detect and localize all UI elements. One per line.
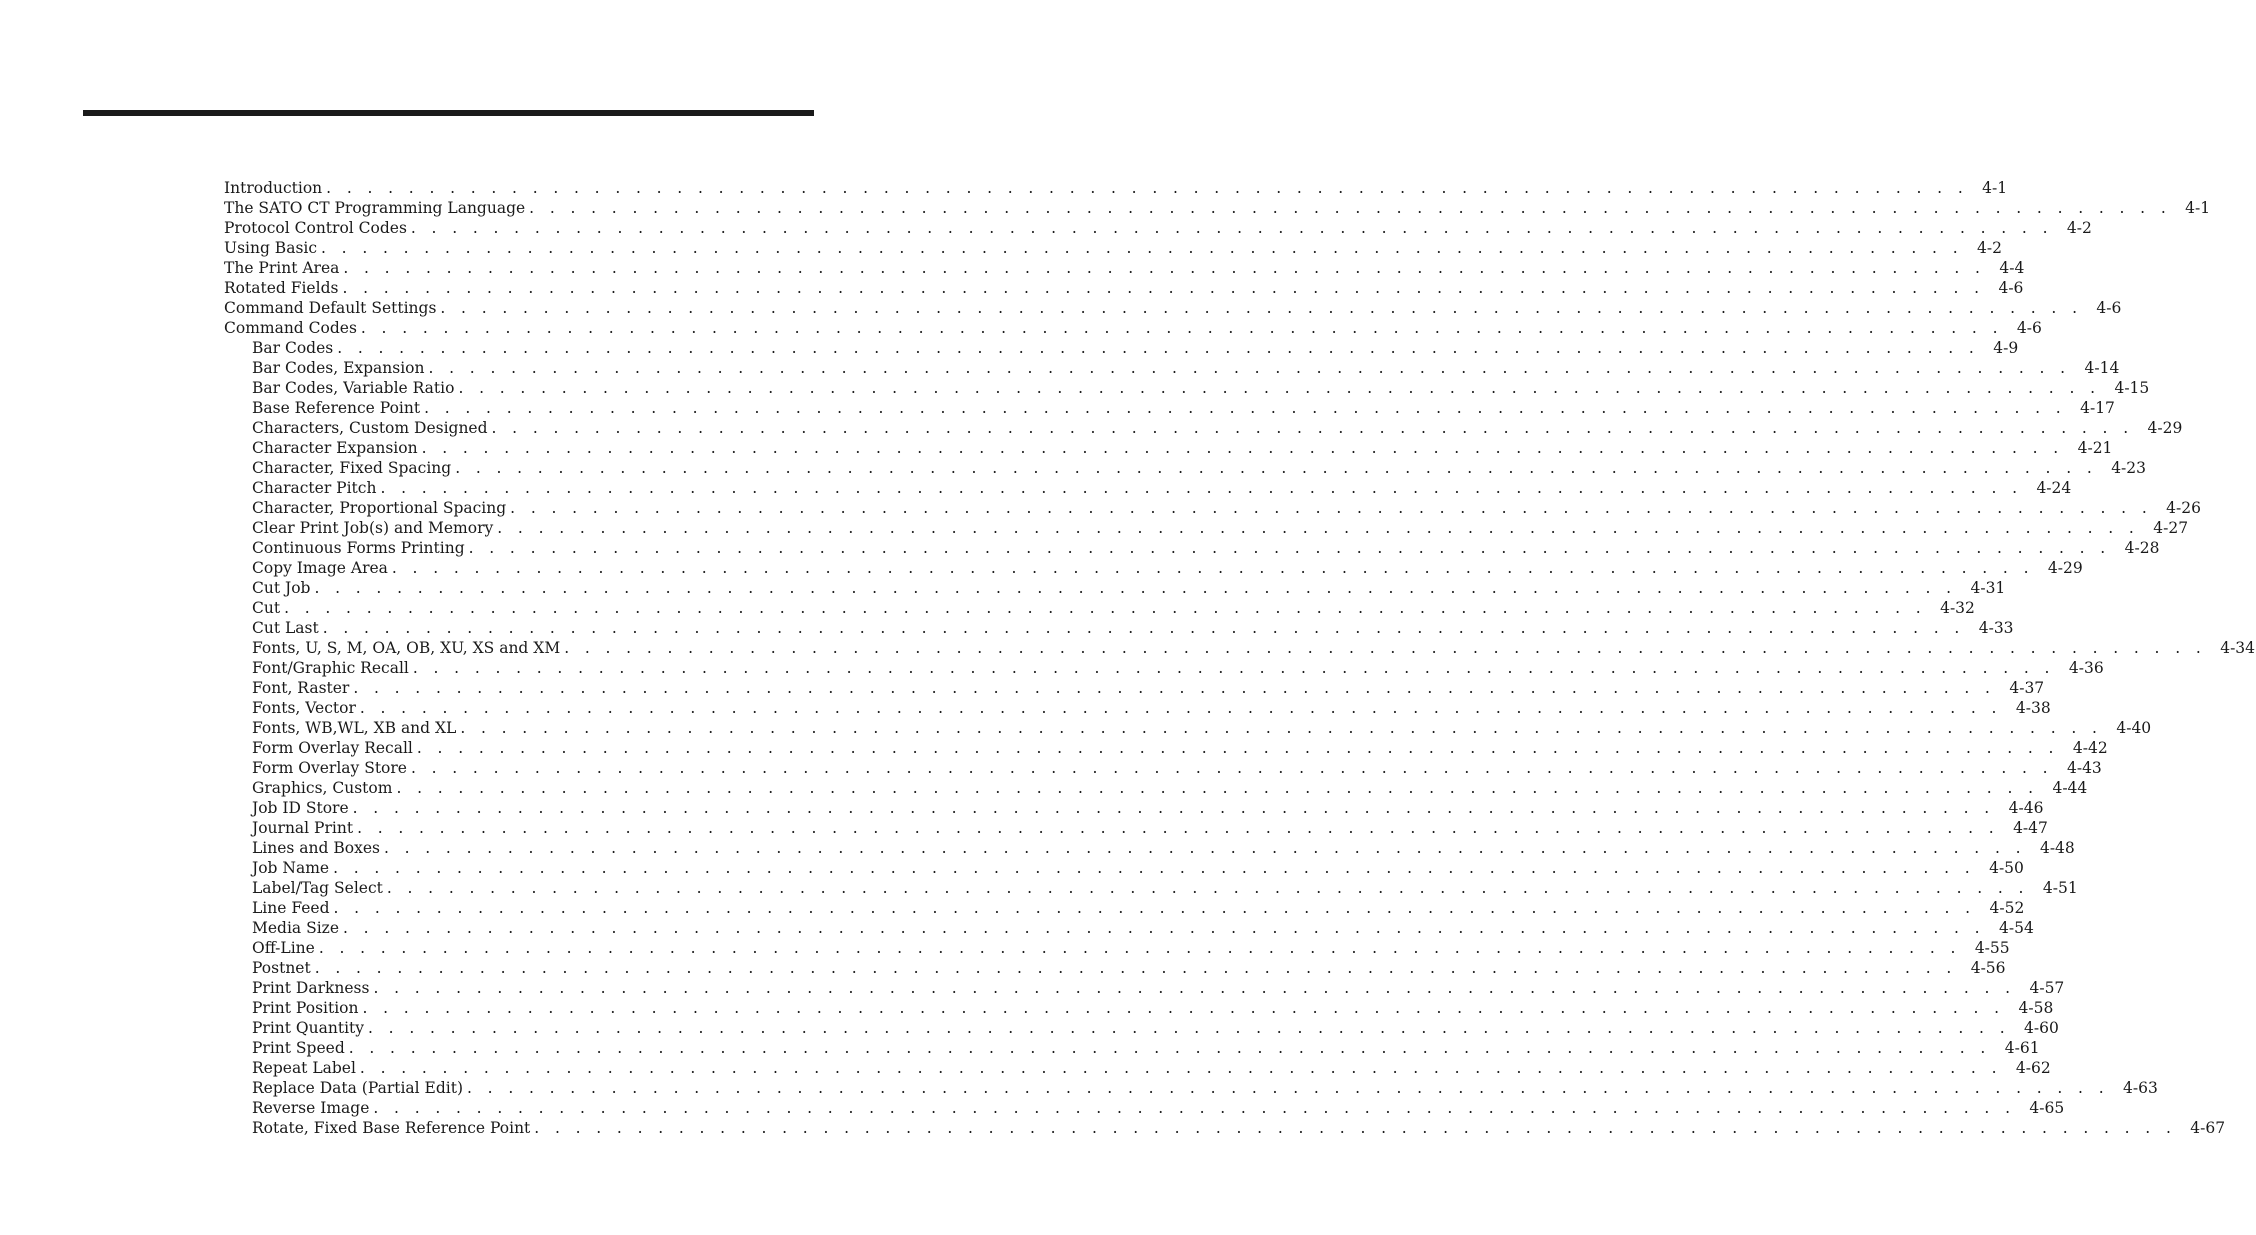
toc-entry[interactable] xyxy=(224,358,2120,378)
toc-entry[interactable] xyxy=(224,1118,2226,1138)
toc-entry-page-number: 4-57 xyxy=(2029,979,2065,997)
toc-entry-page-number: 4-26 xyxy=(2166,499,2201,517)
toc-entry-page-number: 4-24 xyxy=(2036,479,2072,497)
dot-leader: . . . . . . . . . . . . . . . . . . . . . . . . . . . . . . . . . . . . . . . . . . . . . . . . . . . . . . . . . . . . . . . . . . . . . . . . . . . . . . . . xyxy=(337,339,1980,357)
toc-entry[interactable] xyxy=(224,438,2113,458)
toc-entry-title: Using Basic xyxy=(224,239,318,257)
dot-leader: . . . . . . . . . . . . . . . . . . . . . . . . . . . . . . . . . . . . . . . . . . . . . . . . . . . . . . . . . . . . . . . . . . . . . . . . . . . . . . . . xyxy=(468,539,2111,557)
toc-entry-title: Base Reference Point xyxy=(252,399,421,417)
toc-entry-title: Character, Proportional Spacing xyxy=(252,499,507,517)
dot-leader: . . . . . . . . . . . . . . . . . . . . . . . . . . . . . . . . . . . . . . . . . . . . . . . . . . . . . . . . . . . . . . . . . . . . . . . . . . . . . . . . xyxy=(314,579,1957,597)
toc-entry-page-number: 4-58 xyxy=(2018,999,2054,1017)
toc-entry-title: Bar Codes, Expansion xyxy=(252,359,425,377)
toc-entry-page-number: 4-37 xyxy=(2009,679,2045,697)
toc-entry-title: Fonts, U, S, M, OA, OB, XU, XS and XM xyxy=(252,639,561,657)
toc-entry-title: Print Darkness xyxy=(252,979,370,997)
toc-entry-page-number: 4-4 xyxy=(1999,259,2025,277)
header-rule xyxy=(83,110,814,116)
dot-leader: . . . . . . . . . . . . . . . . . . . . . . . . . . . . . . . . . . . . . . . . . . . . . . . . . . . . . . . . . . . . . . . . . . . . . . . . . . . . . . . . xyxy=(455,459,2098,477)
toc-entry-title: Characters, Custom Designed xyxy=(252,419,488,437)
toc-entry[interactable] xyxy=(224,458,2147,478)
toc-entry[interactable] xyxy=(224,838,2075,858)
toc-entry-title: Label/Tag Select xyxy=(252,879,383,897)
toc-entry-title: Introduction xyxy=(224,179,323,197)
toc-entry-page-number: 4-42 xyxy=(2072,739,2108,757)
toc-entry[interactable] xyxy=(224,958,2006,978)
toc-entry[interactable] xyxy=(224,978,2065,998)
toc-entry[interactable] xyxy=(224,338,2019,358)
toc-entry-title: Font/Graphic Recall xyxy=(252,659,409,677)
dot-leader: . . . . . . . . . . . . . . . . . . . . . . . . . . . . . . . . . . . . . . . . . . . . . . . . . . . . . . . . . . . . . . . . . . . . . . . . . . . . . . . . xyxy=(284,599,1927,617)
dot-leader: . . . . . . . . . . . . . . . . . . . . . . . . . . . . . . . . . . . . . . . . . . . . . . . . . . . . . . . . . . . . . . . . . . . . . . . . . . . . . . . . xyxy=(342,279,1985,297)
dot-leader: . . . . . . . . . . . . . . . . . . . . . . . . . . . . . . . . . . . . . . . . . . . . . . . . . . . . . . . . . . . . . . . . . . . . . . . . . . . . . . . . xyxy=(460,719,2103,737)
toc-entry-page-number: 4-62 xyxy=(2015,1059,2051,1077)
toc-entry[interactable] xyxy=(224,698,2051,718)
toc-entry[interactable] xyxy=(224,238,2002,258)
toc-entry[interactable] xyxy=(224,378,2150,398)
toc-entry-page-number: 4-33 xyxy=(1978,619,2014,637)
toc-entry-page-number: 4-63 xyxy=(2123,1079,2158,1097)
toc-entry-page-number: 4-9 xyxy=(1993,339,2019,357)
toc-entry-page-number: 4-44 xyxy=(2052,779,2088,797)
toc-entry[interactable] xyxy=(224,398,2115,418)
dot-leader: . . . . . . . . . . . . . . . . . . . . . . . . . . . . . . . . . . . . . . . . . . . . . . . . . . . . . . . . . . . . . . . . . . . . . . . . . . . . . . . . xyxy=(326,179,1969,197)
toc-entry-page-number: 4-50 xyxy=(1989,859,2024,877)
dot-leader: . . . . . . . . . . . . . . . . . . . . . . . . . . . . . . . . . . . . . . . . . . . . . . . . . . . . . . . . . . . . . . . . . . . . . . . . . . . . . . . . xyxy=(534,1119,2177,1137)
toc-entry-page-number: 4-67 xyxy=(2190,1119,2226,1137)
toc-entry[interactable] xyxy=(224,418,2183,438)
toc-entry-title: Replace Data (Partial Edit) xyxy=(252,1079,464,1097)
dot-leader: . . . . . . . . . . . . . . . . . . . . . . . . . . . . . . . . . . . . . . . . . . . . . . . . . . . . . . . . . . . . . . . . . . . . . . . . . . . . . . . . xyxy=(359,699,2002,717)
toc-entry-page-number: 4-1 xyxy=(1982,179,2008,197)
dot-leader: . . . . . . . . . . . . . . . . . . . . . . . . . . . . . . . . . . . . . . . . . . . . . . . . . . . . . . . . . . . . . . . . . . . . . . . . . . . . . . . . xyxy=(416,739,2059,757)
toc-entry-page-number: 4-2 xyxy=(1977,239,2002,257)
dot-leader: . . . . . . . . . . . . . . . . . . . . . . . . . . . . . . . . . . . . . . . . . . . . . . . . . . . . . . . . . . . . . . . . . . . . . . . . . . . . . . . . xyxy=(314,959,1957,977)
toc-entry[interactable] xyxy=(224,558,2083,578)
toc-entry-title: Cut Last xyxy=(252,619,319,637)
toc-entry-title: Rotated Fields xyxy=(224,279,339,297)
toc-entry[interactable] xyxy=(224,638,2256,658)
toc-entry[interactable] xyxy=(224,798,2044,818)
dot-leader: . . . . . . . . . . . . . . . . . . . . . . . . . . . . . . . . . . . . . . . . . . . . . . . . . . . . . . . . . . . . . . . . . . . . . . . . . . . . . . . . xyxy=(410,759,2053,777)
dot-leader: . . . . . . . . . . . . . . . . . . . . . . . . . . . . . . . . . . . . . . . . . . . . . . . . . . . . . . . . . . . . . . . . . . . . . . . . . . . . . . . . xyxy=(497,519,2140,537)
dot-leader: . . . . . . . . . . . . . . . . . . . . . . . . . . . . . . . . . . . . . . . . . . . . . . . . . . . . . . . . . . . . . . . . . . . . . . . . . . . . . . . . xyxy=(396,779,2039,797)
toc-entry[interactable] xyxy=(224,818,2048,838)
dot-leader: . . . . . . . . . . . . . . . . . . . . . . . . . . . . . . . . . . . . . . . . . . . . . . . . . . . . . . . . . . . . . . . . . . . . . . . . . . . . . . . . xyxy=(318,939,1961,957)
dot-leader: . . . . . . . . . . . . . . . . . . . . . . . . . . . . . . . . . . . . . . . . . . . . . . . . . . . . . . . . . . . . . . . . . . . . . . . . . . . . . . . . xyxy=(352,799,1995,817)
dot-leader: . . . . . . . . . . . . . . . . . . . . . . . . . . . . . . . . . . . . . . . . . . . . . . . . . . . . . . . . . . . . . . . . . . . . . . . . . . . . . . . . xyxy=(359,1059,2002,1077)
toc-entry-page-number: 4-61 xyxy=(2004,1039,2040,1057)
toc-entry-page-number: 4-43 xyxy=(2066,759,2102,777)
toc-entry-title: Repeat Label xyxy=(252,1059,356,1077)
dot-leader: . . . . . . . . . . . . . . . . . . . . . . . . . . . . . . . . . . . . . . . . . . . . . . . . . . . . . . . . . . . . . . . . . . . . . . . . . . . . . . . . xyxy=(386,879,2029,897)
toc-entry-title: Postnet xyxy=(252,959,311,977)
toc-entry[interactable] xyxy=(224,658,2104,678)
dot-leader: . . . . . . . . . . . . . . . . . . . . . . . . . . . . . . . . . . . . . . . . . . . . . . . . . . . . . . . . . . . . . . . . . . . . . . . . . . . . . . . . xyxy=(467,1079,2110,1097)
toc-entry-page-number: 4-60 xyxy=(2024,1019,2059,1037)
toc-entry-page-number: 4-29 xyxy=(2147,419,2183,437)
toc-entry-page-number: 4-38 xyxy=(2015,699,2051,717)
toc-entry-page-number: 4-29 xyxy=(2047,559,2083,577)
toc-entry-page-number: 4-56 xyxy=(1970,959,2006,977)
dot-leader: . . . . . . . . . . . . . . . . . . . . . . . . . . . . . . . . . . . . . . . . . . . . . . . . . . . . . . . . . . . . . . . . . . . . . . . . . . . . . . . . xyxy=(440,299,2083,317)
dot-leader: . . . . . . . . . . . . . . . . . . . . . . . . . . . . . . . . . . . . . . . . . . . . . . . . . . . . . . . . . . . . . . . . . . . . . . . . . . . . . . . . xyxy=(380,479,2023,497)
toc-entry[interactable] xyxy=(224,1058,2051,1078)
toc-entry[interactable] xyxy=(224,998,2054,1018)
toc-entry-page-number: 4-48 xyxy=(2039,839,2075,857)
toc-entry-page-number: 4-17 xyxy=(2080,399,2115,417)
dot-leader: . . . . . . . . . . . . . . . . . . . . . . . . . . . . . . . . . . . . . . . . . . . . . . . . . . . . . . . . . . . . . . . . . . . . . . . . . . . . . . . . xyxy=(333,899,1976,917)
toc-entry-title: Fonts, WB,WL, XB and XL xyxy=(252,719,457,737)
dot-leader: . . . . . . . . . . . . . . . . . . . . . . . . . . . . . . . . . . . . . . . . . . . . . . . . . . . . . . . . . . . . . . . . . . . . . . . . . . . . . . . . xyxy=(321,239,1964,257)
toc-entry-page-number: 4-40 xyxy=(2116,719,2152,737)
dot-leader: . . . . . . . . . . . . . . . . . . . . . . . . . . . . . . . . . . . . . . . . . . . . . . . . . . . . . . . . . . . . . . . . . . . . . . . . . . . . . . . . xyxy=(564,639,2207,657)
dot-leader: . . . . . . . . . . . . . . . . . . . . . . . . . . . . . . . . . . . . . . . . . . . . . . . . . . . . . . . . . . . . . . . . . . . . . . . . . . . . . . . . xyxy=(373,1099,2016,1117)
dot-leader: . . . . . . . . . . . . . . . . . . . . . . . . . . . . . . . . . . . . . . . . . . . . . . . . . . . . . . . . . . . . . . . . . . . . . . . . . . . . . . . . xyxy=(383,839,2026,857)
toc-entry-page-number: 4-6 xyxy=(1998,279,2024,297)
toc-entry-title: Job Name xyxy=(252,859,330,877)
toc-entry[interactable] xyxy=(224,878,2078,898)
dot-leader: . . . . . . . . . . . . . . . . . . . . . . . . . . . . . . . . . . . . . . . . . . . . . . . . . . . . . . . . . . . . . . . . . . . . . . . . . . . . . . . . xyxy=(357,819,2000,837)
toc-entry-page-number: 4-51 xyxy=(2042,879,2078,897)
toc-entry-page-number: 4-15 xyxy=(2114,379,2150,397)
toc-entry[interactable] xyxy=(224,738,2108,758)
toc-entry[interactable] xyxy=(224,678,2045,698)
toc-entry-title: Job ID Store xyxy=(252,799,349,817)
toc-entry[interactable] xyxy=(224,1018,2059,1038)
toc-entry-page-number: 4-36 xyxy=(2068,659,2104,677)
dot-leader: . . . . . . . . . . . . . . . . . . . . . . . . . . . . . . . . . . . . . . . . . . . . . . . . . . . . . . . . . . . . . . . . . . . . . . . . . . . . . . . . xyxy=(333,859,1976,877)
toc-entry-page-number: 4-1 xyxy=(2185,199,2211,217)
dot-leader: . . . . . . . . . . . . . . . . . . . . . . . . . . . . . . . . . . . . . . . . . . . . . . . . . . . . . . . . . . . . . . . . . . . . . . . . . . . . . . . . xyxy=(529,199,2172,217)
toc-entry-page-number: 4-28 xyxy=(2124,539,2160,557)
dot-leader: . . . . . . . . . . . . . . . . . . . . . . . . . . . . . . . . . . . . . . . . . . . . . . . . . . . . . . . . . . . . . . . . . . . . . . . . . . . . . . . . xyxy=(343,919,1986,937)
toc-entry-page-number: 4-55 xyxy=(1974,939,2010,957)
dot-leader: . . . . . . . . . . . . . . . . . . . . . . . . . . . . . . . . . . . . . . . . . . . . . . . . . . . . . . . . . . . . . . . . . . . . . . . . . . . . . . . . xyxy=(362,999,2005,1017)
toc-entry-title: Print Speed xyxy=(252,1039,345,1057)
toc-entry-page-number: 4-32 xyxy=(1940,599,1975,617)
toc-entry-title: Protocol Control Codes xyxy=(224,219,407,237)
toc-entry[interactable] xyxy=(224,318,2042,338)
toc-entry-title: Line Feed xyxy=(252,899,330,917)
dot-leader: . . . . . . . . . . . . . . . . . . . . . . . . . . . . . . . . . . . . . . . . . . . . . . . . . . . . . . . . . . . . . . . . . . . . . . . . . . . . . . . . xyxy=(343,259,1986,277)
toc-entry-title: Journal Print xyxy=(252,819,354,837)
toc-entry-page-number: 4-2 xyxy=(2066,219,2092,237)
toc-entry-page-number: 4-54 xyxy=(1999,919,2034,937)
dot-leader: . . . . . . . . . . . . . . . . . . . . . . . . . . . . . . . . . . . . . . . . . . . . . . . . . . . . . . . . . . . . . . . . . . . . . . . . . . . . . . . . xyxy=(458,379,2101,397)
toc-entry-title: Form Overlay Recall xyxy=(252,739,413,757)
toc-entry-title: Character Pitch xyxy=(252,479,377,497)
toc-entry[interactable] xyxy=(224,518,2189,538)
toc-entry-title: Character, Fixed Spacing xyxy=(252,459,452,477)
toc-entry-title: Reverse Image xyxy=(252,1099,370,1117)
toc-entry[interactable] xyxy=(224,258,2025,278)
toc-entry-title: Lines and Boxes xyxy=(252,839,380,857)
toc-entry[interactable] xyxy=(224,538,2160,558)
dot-leader: . . . . . . . . . . . . . . . . . . . . . . . . . . . . . . . . . . . . . . . . . . . . . . . . . . . . . . . . . . . . . . . . . . . . . . . . . . . . . . . . xyxy=(368,1019,2011,1037)
toc-entry[interactable] xyxy=(224,1038,2040,1058)
toc-entry-page-number: 4-23 xyxy=(2111,459,2147,477)
toc-entry-page-number: 4-31 xyxy=(1970,579,2006,597)
toc-entry-page-number: 4-14 xyxy=(2084,359,2120,377)
toc-entry[interactable] xyxy=(224,758,2102,778)
toc-entry-title: Font, Raster xyxy=(252,679,350,697)
dot-leader: . . . . . . . . . . . . . . . . . . . . . . . . . . . . . . . . . . . . . . . . . . . . . . . . . . . . . . . . . . . . . . . . . . . . . . . . . . . . . . . . xyxy=(428,359,2071,377)
toc-entry-title: Bar Codes xyxy=(252,339,334,357)
toc-entry[interactable] xyxy=(224,178,2008,198)
toc-entry[interactable] xyxy=(224,198,2211,218)
dot-leader: . . . . . . . . . . . . . . . . . . . . . . . . . . . . . . . . . . . . . . . . . . . . . . . . . . . . . . . . . . . . . . . . . . . . . . . . . . . . . . . . xyxy=(391,559,2034,577)
dot-leader: . . . . . . . . . . . . . . . . . . . . . . . . . . . . . . . . . . . . . . . . . . . . . . . . . . . . . . . . . . . . . . . . . . . . . . . . . . . . . . . . xyxy=(360,319,2003,337)
dot-leader: . . . . . . . . . . . . . . . . . . . . . . . . . . . . . . . . . . . . . . . . . . . . . . . . . . . . . . . . . . . . . . . . . . . . . . . . . . . . . . . . xyxy=(510,499,2153,517)
toc-entry-page-number: 4-6 xyxy=(2096,299,2122,317)
dot-leader: . . . . . . . . . . . . . . . . . . . . . . . . . . . . . . . . . . . . . . . . . . . . . . . . . . . . . . . . . . . . . . . . . . . . . . . . . . . . . . . . xyxy=(322,619,1965,637)
toc-entry-title: Media Size xyxy=(252,919,340,937)
toc-entry-title: The SATO CT Programming Language xyxy=(224,199,526,217)
toc-entry-page-number: 4-34 xyxy=(2220,639,2256,657)
toc-entry[interactable] xyxy=(224,578,2006,598)
toc-entry[interactable] xyxy=(224,278,2024,298)
toc-entry-title: Cut xyxy=(252,599,281,617)
toc-entry[interactable] xyxy=(224,938,2010,958)
toc-entry[interactable] xyxy=(224,778,2088,798)
dot-leader: . . . . . . . . . . . . . . . . . . . . . . . . . . . . . . . . . . . . . . . . . . . . . . . . . . . . . . . . . . . . . . . . . . . . . . . . . . . . . . . . xyxy=(353,679,1996,697)
dot-leader: . . . . . . . . . . . . . . . . . . . . . . . . . . . . . . . . . . . . . . . . . . . . . . . . . . . . . . . . . . . . . . . . . . . . . . . . . . . . . . . . xyxy=(412,659,2055,677)
toc-entry-title: Graphics, Custom xyxy=(252,779,393,797)
toc-entry-title: Copy Image Area xyxy=(252,559,388,577)
toc-entry-page-number: 4-21 xyxy=(2077,439,2113,457)
toc-entry-title: The Print Area xyxy=(224,259,340,277)
toc-entry-title: Command Default Settings xyxy=(224,299,437,317)
toc-entry-title: Cut Job xyxy=(252,579,311,597)
dot-leader: . . . . . . . . . . . . . . . . . . . . . . . . . . . . . . . . . . . . . . . . . . . . . . . . . . . . . . . . . . . . . . . . . . . . . . . . . . . . . . . . xyxy=(424,399,2067,417)
toc-entry[interactable] xyxy=(224,898,2025,918)
toc-entry[interactable] xyxy=(224,618,2014,638)
toc-entry-page-number: 4-46 xyxy=(2008,799,2044,817)
toc-entry-title: Print Quantity xyxy=(252,1019,365,1037)
toc-entry-title: Form Overlay Store xyxy=(252,759,407,777)
toc-entry[interactable] xyxy=(224,478,2072,498)
toc-entry-page-number: 4-52 xyxy=(1989,899,2025,917)
toc-entry-title: Continuous Forms Printing xyxy=(252,539,465,557)
toc-entry-title: Bar Codes, Variable Ratio xyxy=(252,379,455,397)
toc-entry[interactable] xyxy=(224,1078,2158,1098)
toc-entry[interactable] xyxy=(224,498,2201,518)
toc-entry-title: Character Expansion xyxy=(252,439,418,457)
toc-entry[interactable] xyxy=(224,218,2092,238)
table-of-contents xyxy=(224,178,2256,1138)
dot-leader: . . . . . . . . . . . . . . . . . . . . . . . . . . . . . . . . . . . . . . . . . . . . . . . . . . . . . . . . . . . . . . . . . . . . . . . . . . . . . . . . xyxy=(491,419,2134,437)
toc-entry-page-number: 4-6 xyxy=(2016,319,2042,337)
toc-entry-page-number: 4-65 xyxy=(2029,1099,2065,1117)
dot-leader: . . . . . . . . . . . . . . . . . . . . . . . . . . . . . . . . . . . . . . . . . . . . . . . . . . . . . . . . . . . . . . . . . . . . . . . . . . . . . . . . xyxy=(410,219,2053,237)
dot-leader: . . . . . . . . . . . . . . . . . . . . . . . . . . . . . . . . . . . . . . . . . . . . . . . . . . . . . . . . . . . . . . . . . . . . . . . . . . . . . . . . xyxy=(421,439,2064,457)
dot-leader: . . . . . . . . . . . . . . . . . . . . . . . . . . . . . . . . . . . . . . . . . . . . . . . . . . . . . . . . . . . . . . . . . . . . . . . . . . . . . . . . xyxy=(348,1039,1991,1057)
toc-entry-title: Clear Print Job(s) and Memory xyxy=(252,519,494,537)
toc-entry-title: Off-Line xyxy=(252,939,315,957)
toc-entry[interactable] xyxy=(224,298,2122,318)
toc-entry-title: Rotate, Fixed Base Reference Point xyxy=(252,1119,531,1137)
toc-entry[interactable] xyxy=(224,918,2034,938)
toc-entry-page-number: 4-27 xyxy=(2153,519,2189,537)
toc-entry-title: Print Position xyxy=(252,999,359,1017)
toc-entry-title: Command Codes xyxy=(224,319,357,337)
toc-entry-title: Fonts, Vector xyxy=(252,699,356,717)
toc-entry[interactable] xyxy=(224,858,2024,878)
toc-entry[interactable] xyxy=(224,598,1975,618)
dot-leader: . . . . . . . . . . . . . . . . . . . . . . . . . . . . . . . . . . . . . . . . . . . . . . . . . . . . . . . . . . . . . . . . . . . . . . . . . . . . . . . . xyxy=(373,979,2016,997)
toc-entry-page-number: 4-47 xyxy=(2013,819,2048,837)
toc-entry[interactable] xyxy=(224,718,2152,738)
toc-entry[interactable] xyxy=(224,1098,2065,1118)
